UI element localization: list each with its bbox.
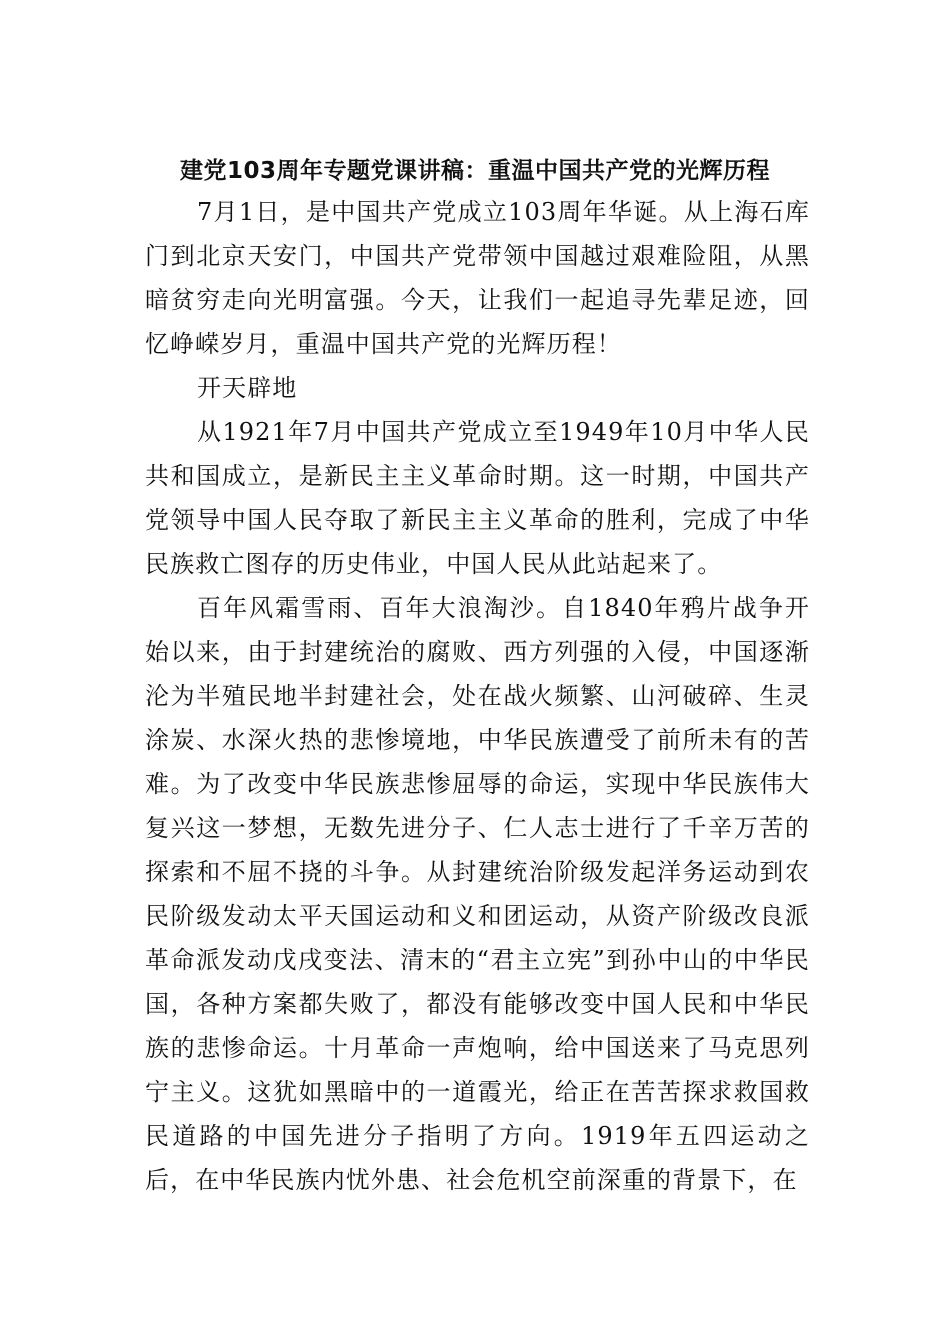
- document-body: [145, 190, 810, 1202]
- body-paragraph: 百年风霜雪雨、百年大浪淘沙。自1840年鸦片战争开始以来，由于封建统治的腐败、西方列强的入侵，中国逐渐沦为半殖民地半封建社会，处在战火频繁、山河破碎、生灵涂炭、水深火热的悲惨境地，中华民族遭受了前所未有的苦难。为了改变中华民族悲惨屈辱的命运，实现中华民族伟大复兴这一梦想，无数先进分子、仁人志士进行了千辛万苦的探索和不屈不挠的斗争。从封建统治阶级发起洋务运动到农民阶级发动太平天国运动和义和团运动，从资产阶级改良派革命派发动戊戌变法、清末的“君主立宪”到孙中山的中华民国，各种方案都失败了，都没有能够改变中国人民和中华民族的悲惨命运。十月革命一声炮响，给中国送来了马克思列宁主义。这犹如黑暗中的一道霞光，给正在苦苦探求救国救民道路的中国先进分子指明了方向。1919年五四运动之后，在中华民族内忧外患、社会危机空前深重的背景下，在: [145, 594, 810, 1194]
- section-heading: 开天辟地: [197, 374, 298, 402]
- body-paragraph: 从1921年7月中国共产党成立至1949年10月中华人民共和国成立，是新民主主义革命时期。这一时期，中国共产党领导中国人民夺取了新民主主义革命的胜利，完成了中华民族救亡图存的历史伟业，中国人民从此站起来了。: [145, 418, 810, 578]
- document-title: 建党103周年专题党课讲稿：重温中国共产党的光辉历程: [179, 158, 770, 184]
- intro-paragraph: 7月1日，是中国共产党成立103周年华诞。从上海石库门到北京天安门，中国共产党带领中国越过艰难险阻，从黑暗贫穷走向光明富强。今天，让我们一起追寻先辈足迹，回忆峥嵘岁月，重温中国共产党的光辉历程！: [145, 198, 810, 358]
